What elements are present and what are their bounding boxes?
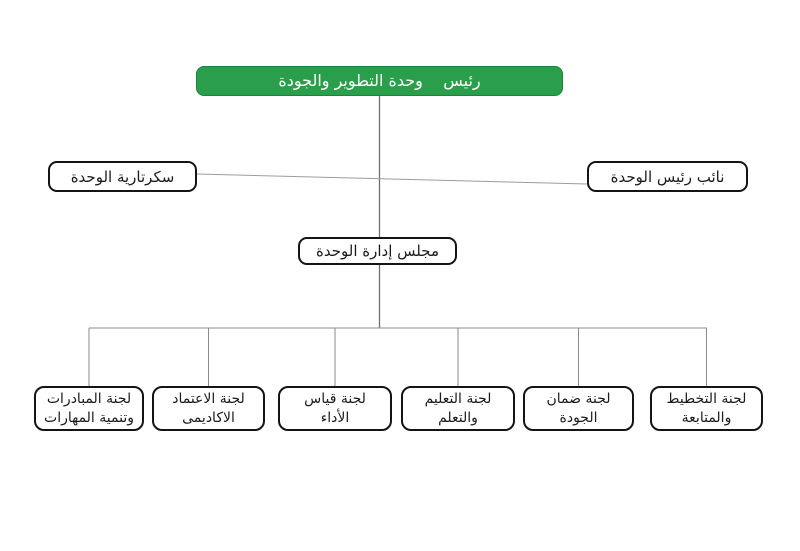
node-deputy-head — [587, 161, 748, 192]
committee-label-line: الجودة — [559, 409, 598, 426]
unit-secretariat-label: سكرتارية الوحدة — [70, 167, 175, 186]
committee-label-line: والمتابعة — [681, 409, 732, 426]
unit-board-label: مجلس إدارة الوحدة — [316, 242, 439, 260]
node-committee-initiatives-skills — [34, 386, 144, 431]
node-unit-head — [196, 66, 563, 96]
deputy-head-label: نائب رئيس الوحدة — [610, 167, 725, 186]
committee-label-line: الأداء — [320, 409, 350, 426]
committee-label-line: وتنمية المهارات — [44, 409, 134, 426]
committee-label-line: لجنة قياس — [304, 391, 366, 408]
committee-label-line: لجنة التعليم — [424, 391, 492, 408]
committee-label-line: لجنة المبادرات — [46, 391, 132, 408]
committee-label-line: الاكاديمى — [182, 409, 235, 426]
committee-label-line: لجنة ضمان — [546, 391, 611, 408]
committee-label-line: لجنة التخطيط — [666, 391, 747, 408]
unit-head-label: رئيس وحدة التطوير والجودة — [278, 71, 481, 91]
node-unit-secretariat — [48, 161, 197, 192]
node-committee-quality-assurance — [523, 386, 634, 431]
committee-label-line: والتعلم — [438, 409, 478, 426]
node-committee-performance-measurement — [278, 386, 392, 431]
node-unit-board — [298, 237, 457, 265]
node-committee-teaching-learning — [401, 386, 515, 431]
node-committee-planning-followup — [650, 386, 763, 431]
committee-label-line: لجنة الاعتماد — [172, 391, 245, 408]
node-committee-academic-accreditation — [152, 386, 265, 431]
